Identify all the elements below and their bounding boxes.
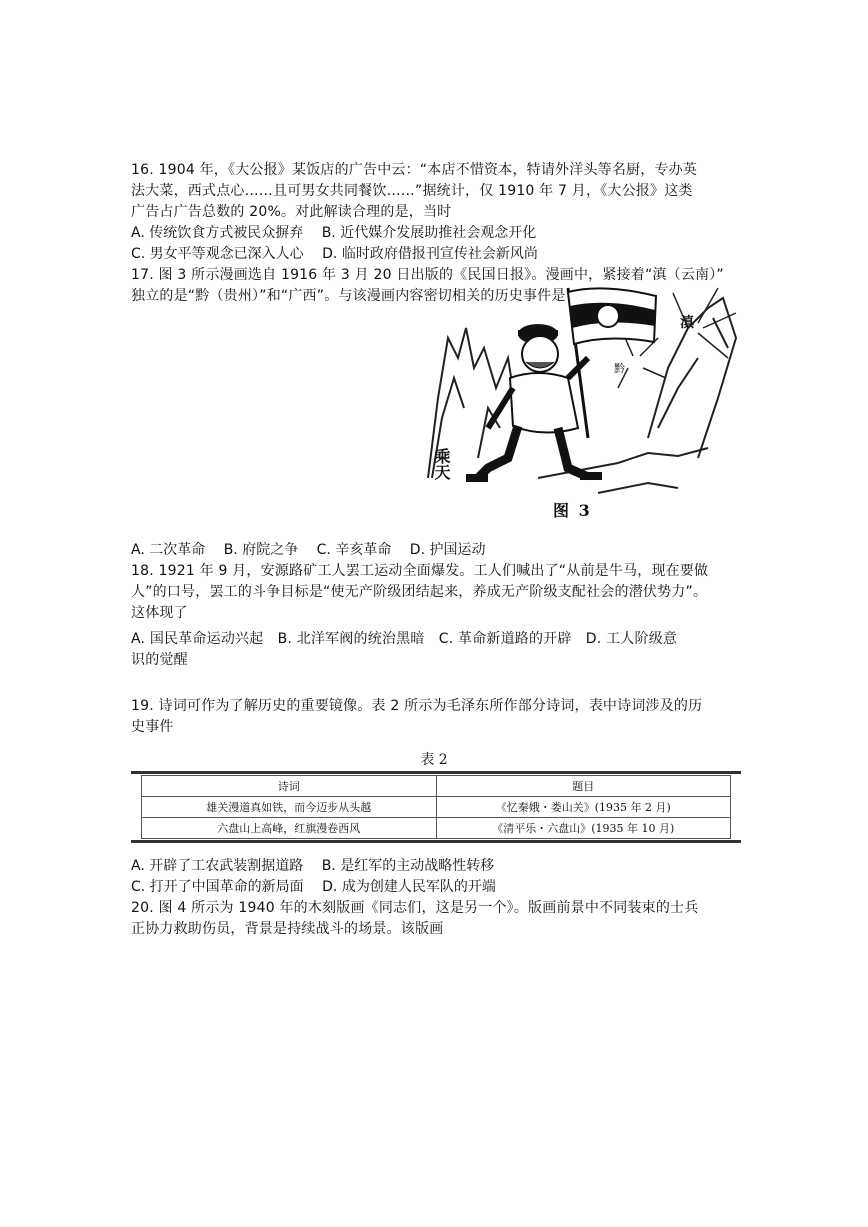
table-cell-title: 《清平乐・六盘山》(1935 年 10 月) (436, 818, 731, 839)
q19-option-a[interactable]: A. 开辟了工农武装割据道路 (131, 858, 304, 874)
figure-3-caption: 图 3 (553, 501, 592, 520)
q16-stem-line2: 法大菜，西式点心……且可男女共同餐饮……”据统计，仅 1910 年 7 月，《大公报》这类 (131, 183, 693, 199)
q18-stem-line3: 这体现了 (131, 605, 188, 621)
q16-option-a[interactable]: A. 传统饮食方式被民众摒弃 (131, 225, 304, 241)
q16-options-row1 (131, 223, 550, 243)
table-row (142, 797, 731, 818)
q18-options-line1[interactable]: A. 国民革命运动兴起 B. 北洋军阀的统治黑暗 C. 革命新道路的开辟 D. 工人阶级意 (131, 631, 678, 647)
q19-options-row2 (131, 877, 510, 897)
q18-options-line2[interactable]: 识的觉醒 (131, 652, 188, 668)
q19-options-row1 (131, 856, 508, 876)
q19-option-d[interactable]: D. 成为创建人民军队的开端 (322, 879, 496, 895)
q17-option-b[interactable]: B. 府院之争 (223, 542, 299, 558)
q16-option-c[interactable]: C. 男女平等观念已深入人心 (131, 246, 304, 262)
q16-option-b[interactable]: B. 近代媒介发展助推社会观念开化 (321, 225, 537, 241)
table-2-title: 表 2 (420, 752, 448, 768)
table-row (142, 818, 731, 839)
q16-stem-line1: 16. 1904 年，《大公报》某饭店的广告中云：“本店不惜资本，特请外洋头等名厨，专办英 (131, 162, 698, 178)
q17-options-row (131, 540, 499, 560)
table-cell-title: 《忆秦娥・娄山关》(1935 年 2 月) (436, 797, 731, 818)
table-header-title: 题目 (436, 776, 731, 797)
q19-option-b[interactable]: B. 是红军的主动战略性转移 (321, 858, 495, 874)
q18-stem-line2: 人”的口号，罢工的斗争目标是“使无产阶级团结起来，养成无产阶级支配社会的潜伏势力”。 (131, 584, 708, 600)
cartoon-label-dian: 滇 (680, 315, 694, 331)
q17-stem-line2: 独立的是“黔（贵州）”和“广西”。与该漫画内容密切相关的历史事件是 (131, 288, 566, 304)
q19-stem-line1: 19. 诗词可作为了解历史的重要镜像。表 2 所示为毛泽东所作部分诗词，表中诗词涉及的历 (131, 698, 703, 714)
q19-stem-line2: 史事件 (131, 719, 174, 735)
q16-option-d[interactable]: D. 临时政府借报刊宣传社会新风尚 (322, 246, 538, 262)
cartoon-label-qian: 黔 (614, 362, 625, 375)
table-header-poem: 诗词 (142, 776, 437, 797)
q20-stem-line2: 正协力救助伤员，背景是持续战斗的场景。该版画 (131, 921, 444, 937)
table-2 (141, 775, 731, 839)
q20-stem-line1: 20. 图 4 所示为 1940 年的木刻版画《同志们，这是另一个》。版画前景中不同装束的士兵 (131, 900, 699, 916)
table-cell-poem: 雄关漫道真如铁，而今迈步从头越 (142, 797, 437, 818)
table-header-row (142, 776, 731, 797)
table-cell-poem: 六盘山上高峰，红旗漫卷西风 (142, 818, 437, 839)
q17-option-a[interactable]: A. 二次革命 (131, 542, 206, 558)
cartoon-signature: 乘天 (432, 448, 451, 480)
q16-stem-line3: 广告占广告总数的 20%。对此解读合理的是，当时 (131, 204, 452, 220)
q19-option-c[interactable]: C. 打开了中国革命的新局面 (131, 879, 304, 895)
q17-option-c[interactable]: C. 辛亥革命 (316, 542, 392, 558)
q17-stem-line1: 17. 图 3 所示漫画选自 1916 年 3 月 20 日出版的《民国日报》。漫画中，紧接着“滇（云南）” (131, 267, 724, 283)
q18-stem-line1: 18. 1921 年 9 月，安源路矿工人罢工运动全面爆发。工人们喊出了“从前是牛马，现在要做 (131, 563, 709, 579)
q17-option-d[interactable]: D. 护国运动 (409, 542, 486, 558)
q16-options-row2 (131, 244, 552, 264)
